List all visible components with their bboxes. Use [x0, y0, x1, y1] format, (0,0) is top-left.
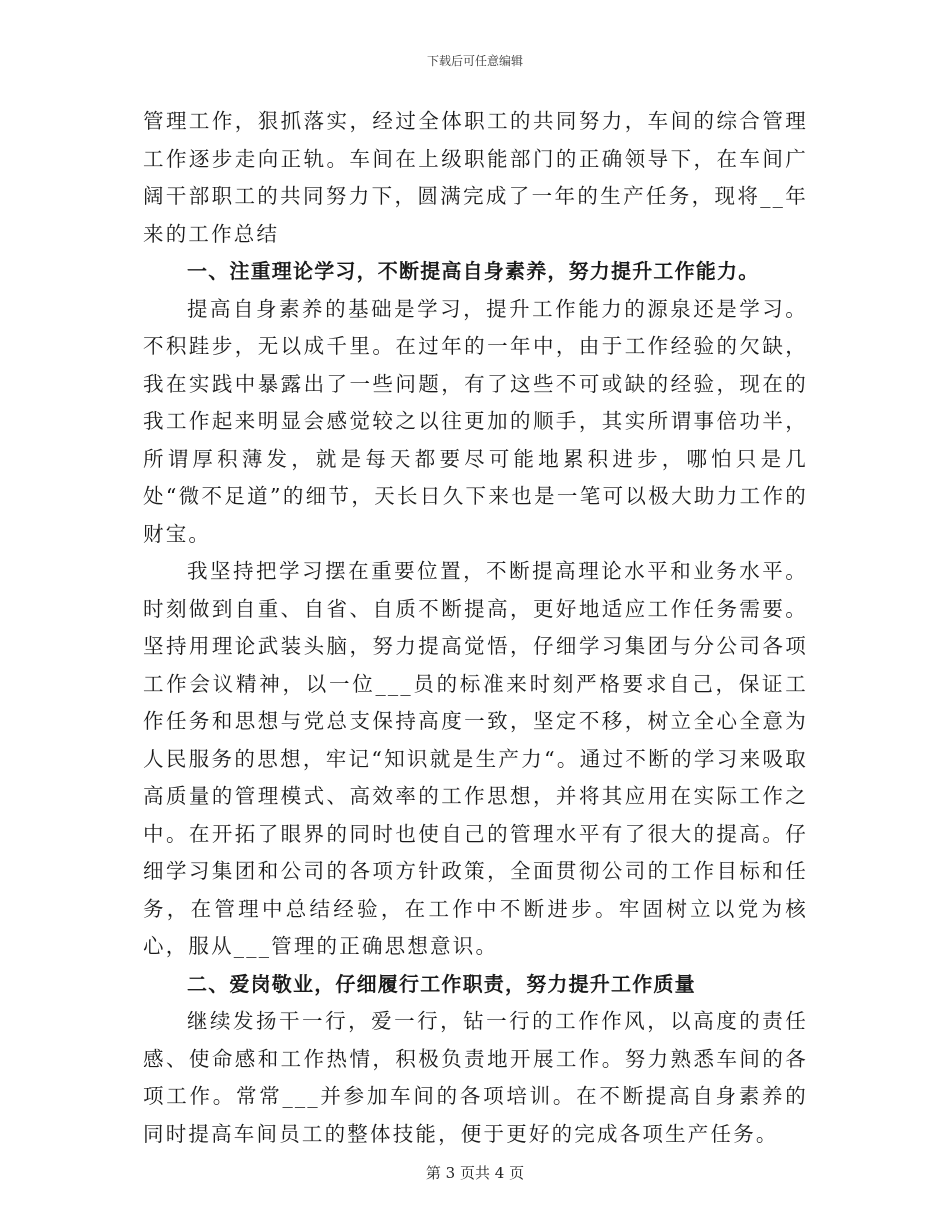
paragraph-work-style: 继续发扬干一行，爱一行，钻一行的工作作风，以高度的责任感、使命感和工作热情，积极负责地开展工作。努力熟悉车间的各项工作。常常___并参加车间的各项培训。在不断提高自身素养的同时提高车间员工的整体技能，便于更好的完成各项生产任务。: [143, 1009, 808, 1146]
paragraph-continued: 管理工作，狠抓落实，经过全体职工的共同努力，车间的综合管理工作逐步走向正轨。车间在上级职能部门的正确领导下，在车间广阔干部职工的共同努力下，圆满完成了一年的生产任务，现将__年来的工作总结: [143, 109, 808, 246]
document-body: [143, 103, 808, 1153]
page-header: 下载后可任意编辑: [426, 54, 523, 68]
section-heading-1: 一、注重理论学习，不断提高自身素养，努力提升工作能力。: [187, 259, 760, 283]
paragraph-study-priority: 我坚持把学习摆在重要位置，不断提高理论水平和业务水平。时刻做到自重、自省、自质不断提高，更好地适应工作任务需要。坚持用理论武装头脑，努力提高觉悟，仔细学习集团与分公司各项工作会议精神，以一位___员的标准来时刻严格要求自己，保证工作任务和思想与党总支保持高度一致，坚定不移，树立全心全意为人民服务的思想，牢记“知识就是生产力“。通过不断的学习来吸取高质量的管理模式、高效率的工作思想，并将其应用在实际工作之中。在开拓了眼界的同时也使自己的管理水平有了很大的提高。仔细学习集团和公司的各项方针政策，全面贯彻公司的工作目标和任务，在管理中总结经验，在工作中不断进步。牢固树立以党为核心，服从___管理的正确思想意识。: [143, 559, 808, 958]
section-heading-2: 二、爱岗敬业，仔细履行工作职责，努力提升工作质量: [187, 971, 696, 996]
paragraph-study-foundation: 提高自身素养的基础是学习，提升工作能力的源泉还是学习。不积跬步，无以成千里。在过年的一年中，由于工作经验的欠缺，我在实践中暴露出了一些问题，有了这些不可或缺的经验，现在的我工作起来明显会感觉较之以往更加的顺手，其实所谓事倍功半，所谓厚积薄发，就是每天都要尽可能地累积进步，哪怕只是几处“微不足道”的细节，天长日久下来也是一笔可以极大助力工作的财宝。: [143, 296, 808, 546]
page-footer: 第 3 页共 4 页: [425, 1164, 525, 1182]
